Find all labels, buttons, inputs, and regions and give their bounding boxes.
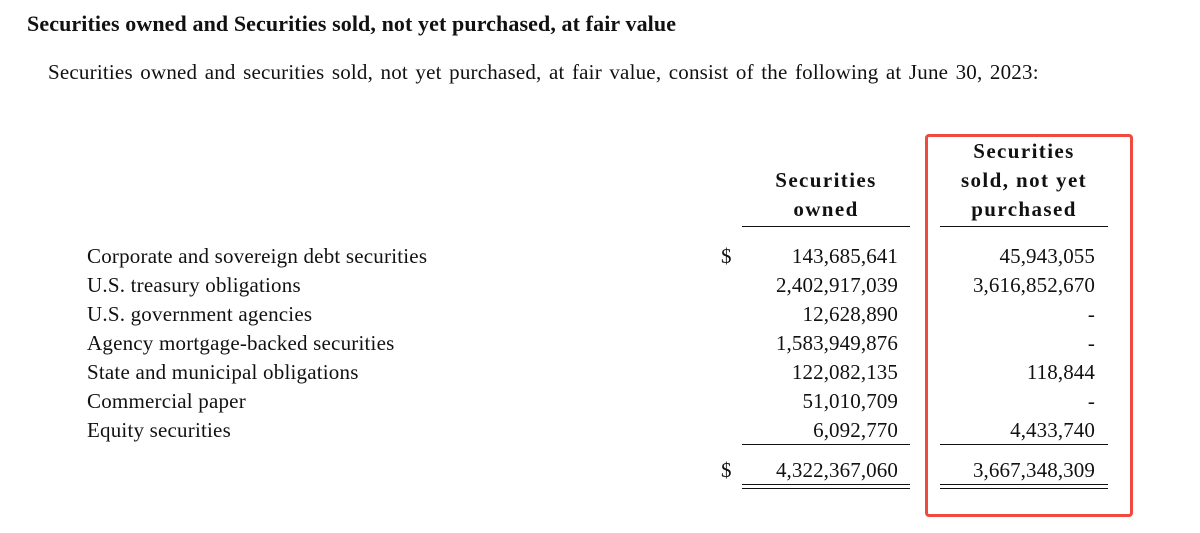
- total-owned-value: 4,322,367,060: [775, 458, 898, 482]
- highlight-box: [925, 134, 1133, 517]
- column-header-line: purchased: [971, 197, 1077, 221]
- currency-symbol: $: [721, 458, 732, 482]
- owned-value: 2,402,917,039: [775, 273, 898, 297]
- sold-value: 3,616,852,670: [972, 273, 1095, 297]
- intro-paragraph: Securities owned and securities sold, not yet purchased, at fair value, consist of the following at June 30, 2023:: [48, 60, 1039, 84]
- sold-value: 4,433,740: [1010, 418, 1095, 442]
- row-label: Agency mortgage-backed securities: [87, 331, 395, 355]
- column-header-line: owned: [793, 197, 859, 221]
- section-heading: Securities owned and Securities sold, not yet purchased, at fair value: [27, 11, 677, 36]
- owned-value: 6,092,770: [813, 418, 898, 442]
- total-sold-value: 3,667,348,309: [972, 458, 1095, 482]
- row-label: Corporate and sovereign debt securities: [87, 244, 428, 268]
- owned-value: 143,685,641: [791, 244, 898, 268]
- subtotal-rule: [742, 444, 910, 445]
- column-header-securities-owned: [742, 166, 910, 224]
- column-header-line: Securities: [973, 139, 1075, 163]
- sold-value: -: [1087, 331, 1095, 355]
- row-label: U.S. treasury obligations: [87, 273, 301, 297]
- owned-value: 51,010,709: [802, 389, 898, 413]
- sold-value: -: [1087, 389, 1095, 413]
- sold-value: 118,844: [1026, 360, 1095, 384]
- total-double-rule: [742, 484, 910, 489]
- sold-value: -: [1087, 302, 1095, 326]
- owned-value: 12,628,890: [802, 302, 898, 326]
- column-header-underline: [742, 226, 910, 227]
- row-label: Equity securities: [87, 418, 231, 442]
- row-label: State and municipal obligations: [87, 360, 359, 384]
- row-label: U.S. government agencies: [87, 302, 313, 326]
- sold-value: 45,943,055: [999, 244, 1095, 268]
- column-header-line: Securities: [775, 168, 877, 192]
- row-label: Commercial paper: [87, 389, 246, 413]
- currency-symbol: $: [721, 244, 732, 268]
- owned-value: 122,082,135: [791, 360, 898, 384]
- owned-value: 1,583,949,876: [775, 331, 898, 355]
- column-header-line: sold, not yet: [960, 168, 1088, 192]
